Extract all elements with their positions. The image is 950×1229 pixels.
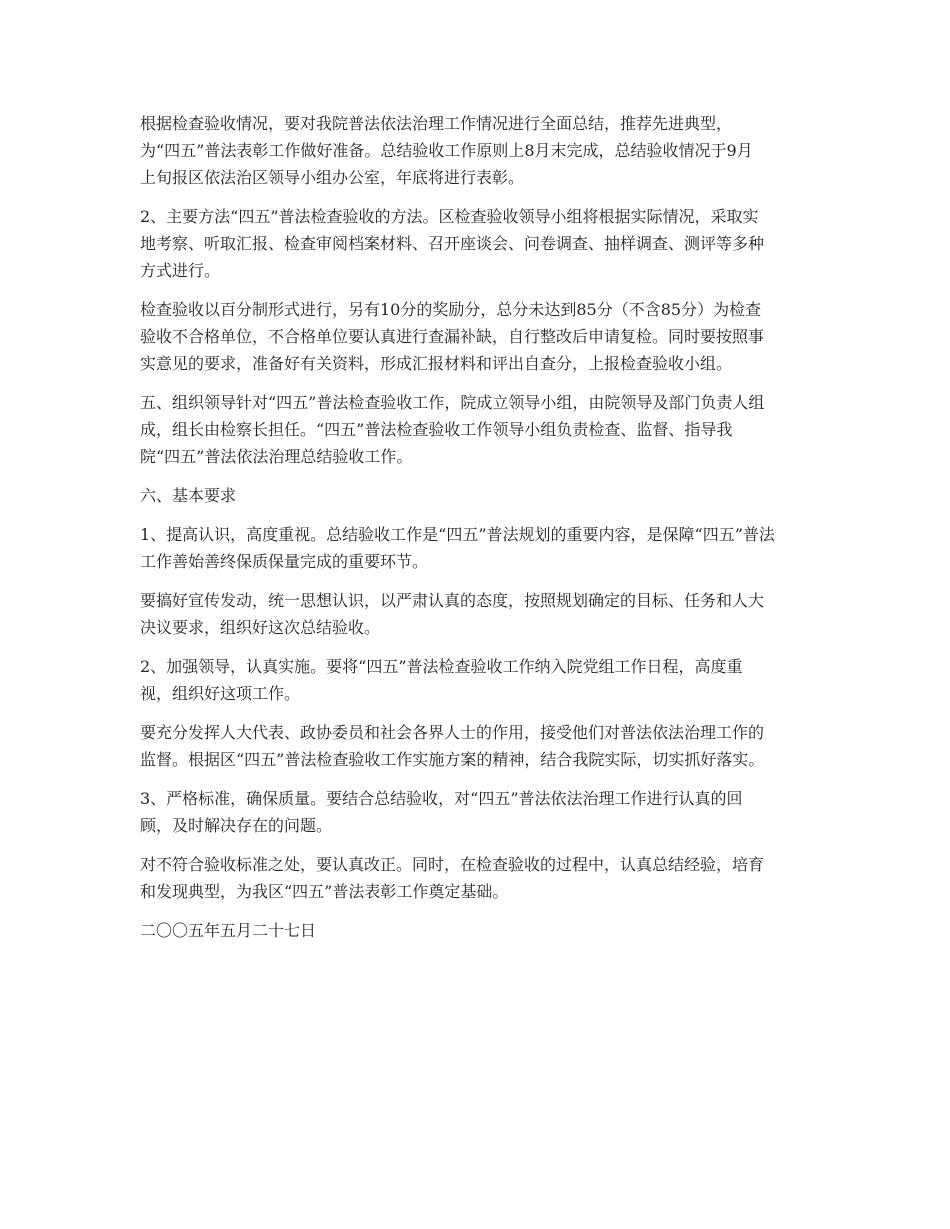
document-date: 二〇〇五年五月二十七日 [140,921,317,940]
document-body [140,110,812,956]
paragraph-corrections: 对不符合验收标准之处，要认真改正。同时，在检查验收的过程中，认真总结经验，培育 和发现典型，为我区“四五”普法表彰工作奠定基础。 [140,855,765,901]
paragraph-scoring: 检查验收以百分制形式进行，另有10分的奖励分，总分未达到85分（不含85分）为检查 验收不合格单位，不合格单位要认真进行查漏补缺，自行整改后申请复检。同时要按照事 实意见的要求，准备好有关资料，形成汇报材料和评出自查分，上报检查验收小组。 [140,300,765,373]
paragraph-requirement-3: 3、严格标准，确保质量。要结合总结验收，对“四五”普法依法治理工作进行认真的回 顾，及时解决存在的问题。 [140,789,743,835]
paragraph-requirement-2: 2、加强领导，认真实施。要将“四五”普法检查验收工作纳入院党组工作日程，高度重 视，组织好这项工作。 [140,657,743,703]
section-heading-basic-requirements: 六、基本要求 [140,486,237,505]
paragraph-summary-recommendation: 根据检查验收情况，要对我院普法依法治理工作情况进行全面总结，推荐先进典型， 为“四五”普法表彰工作做好准备。总结验收工作原则上8月末完成，总结验收情况于9月 上旬报区依法治区领导小组办公室，年底将进行表彰。 [140,114,753,187]
paragraph-publicity: 要搞好宣传发动，统一思想认识，以严肃认真的态度，按照规划确定的目标、任务和人大 决议要求，组织好这次总结验收。 [140,591,765,637]
paragraph-requirement-1: 1、提高认识，高度重视。总结验收工作是“四五”普法规划的重要内容，是保障“四五”普法 工作善始善终保质保量完成的重要环节。 [140,525,775,571]
paragraph-main-methods: 2、主要方法“四五”普法检查验收的方法。区检查验收领导小组将根据实际情况，采取实 地考察、听取汇报、检查审阅档案材料、召开座谈会、问卷调查、抽样调查、测评等多种 方式进行。 [140,207,765,280]
paragraph-organization-leadership: 五、组织领导针对“四五”普法检查验收工作，院成立领导小组，由院领导及部门负责人组 成，组长由检察长担任。“四五”普法检查验收工作领导小组负责检查、监督、指导我 院“四五”普法依法治理总结验收工作。 [140,393,765,466]
paragraph-supervision: 要充分发挥人大代表、政协委员和社会各界人士的作用，接受他们对普法依法治理工作的 监督。根据区“四五”普法检查验收工作实施方案的精神，结合我院实际，切实抓好落实。 [140,723,765,769]
